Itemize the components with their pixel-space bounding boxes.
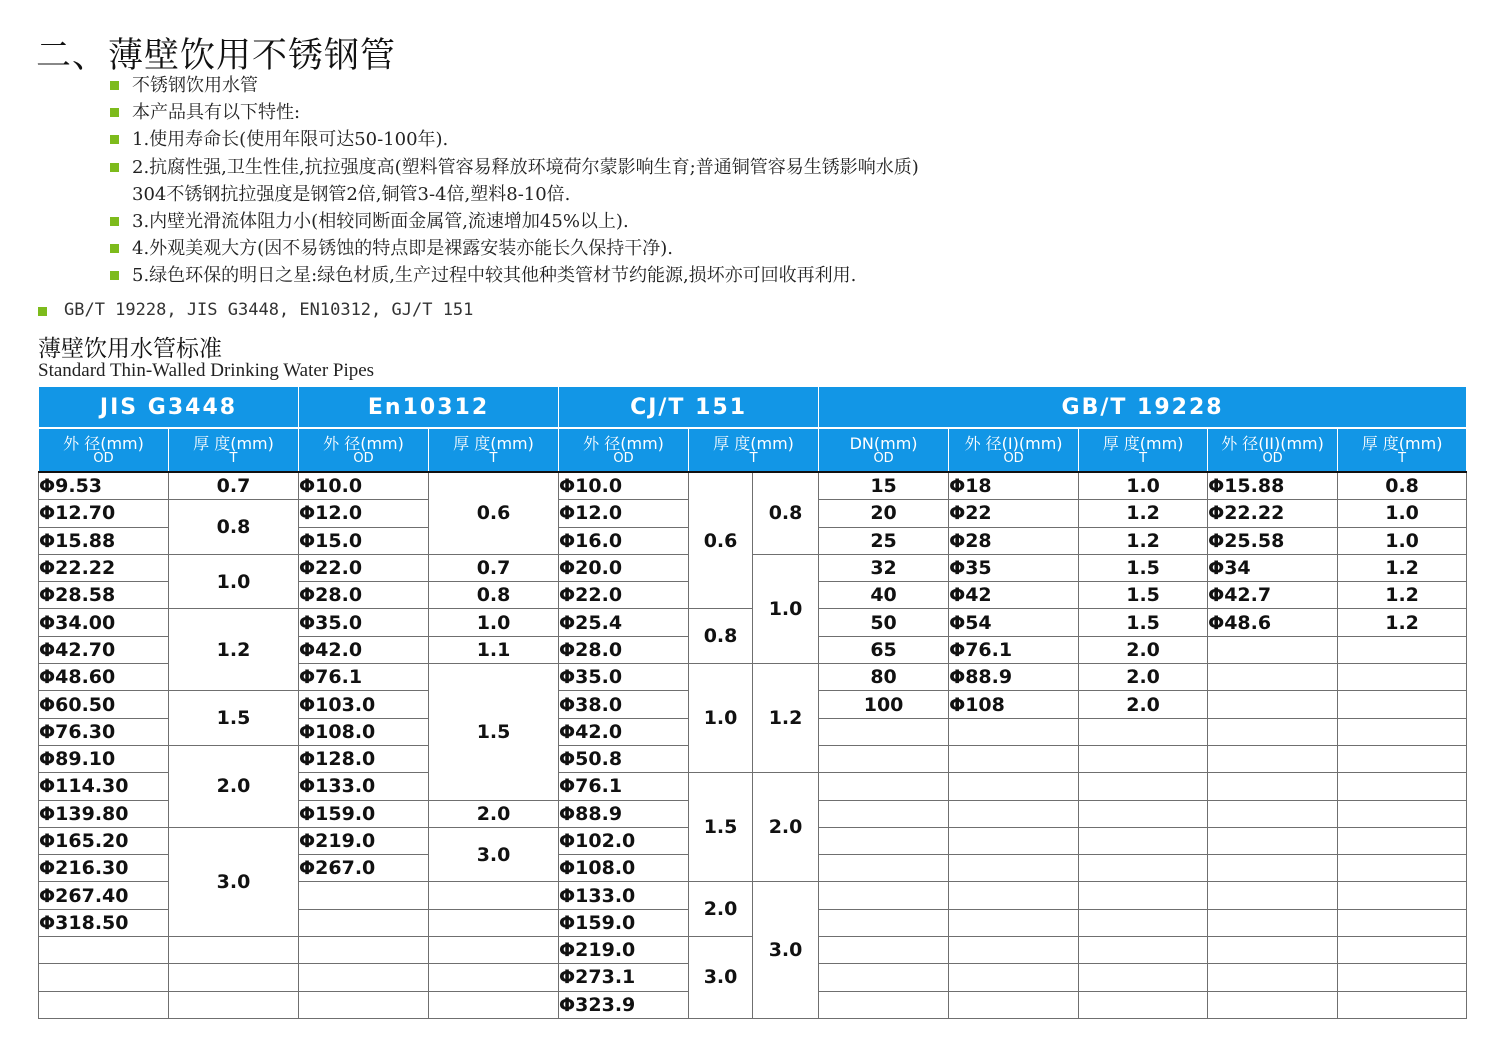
jis-od-cell: Φ216.30	[39, 855, 169, 882]
cj-od-cell: Φ159.0	[559, 909, 689, 936]
jis-od-cell: Φ76.30	[39, 718, 169, 745]
gb-od2-cell: Φ25.58	[1208, 527, 1338, 554]
cj-od-cell: Φ88.9	[559, 800, 689, 827]
gb-od2-empty-cell	[1208, 664, 1338, 691]
gb-dn-cell: 15	[819, 472, 949, 500]
en-od-cell: Φ42.0	[299, 636, 429, 663]
gb-dn-empty-cell	[819, 718, 949, 745]
gb-od1-empty-cell	[949, 827, 1079, 854]
en-t-empty-cell	[429, 991, 559, 1018]
cj-t2-cell: 1.2	[753, 664, 819, 773]
jis-od-cell: Φ15.88	[39, 527, 169, 554]
feature-item: 本产品具有以下特性:	[110, 99, 919, 126]
en-od-empty-cell	[299, 882, 429, 909]
cj-t1-cell: 0.8	[689, 609, 753, 664]
en-t-cell: 3.0	[429, 827, 559, 882]
cj-od-cell: Φ25.4	[559, 609, 689, 636]
gb-od1-cell: Φ22	[949, 500, 1079, 527]
gb-od1-empty-cell	[949, 718, 1079, 745]
jis-od-cell: Φ267.40	[39, 882, 169, 909]
feature-item: 不锈钢饮用水管	[110, 72, 919, 99]
en-od-cell: Φ267.0	[299, 855, 429, 882]
gb-t2-cell: 1.0	[1338, 500, 1467, 527]
standards-line: GB/T 19228, JIS G3448, EN10312, GJ/T 151	[38, 300, 473, 320]
jis-t-cell: 0.8	[169, 500, 299, 555]
gb-t2-empty-cell	[1338, 855, 1467, 882]
feature-continuation: 304不锈钢抗拉强度是钢管2倍,铜管3-4倍,塑料8-10倍.	[132, 183, 571, 205]
en-od-cell: Φ22.0	[299, 554, 429, 581]
gb-t1-empty-cell	[1079, 800, 1208, 827]
gb-dn-empty-cell	[819, 991, 949, 1018]
cj-od-cell: Φ22.0	[559, 582, 689, 609]
gb-t1-cell: 1.2	[1079, 527, 1208, 554]
jis-od-cell: Φ114.30	[39, 773, 169, 800]
gb-od1-empty-cell	[949, 855, 1079, 882]
jis-t-empty-cell	[169, 991, 299, 1018]
gb-od2-empty-cell	[1208, 827, 1338, 854]
cj-t1-cell: 1.0	[689, 664, 753, 773]
en-t-empty-cell	[429, 909, 559, 936]
group-header-jis: JIS G3448	[39, 387, 299, 429]
jis-od-cell: Φ89.10	[39, 745, 169, 772]
feature-item: 5.绿色环保的明日之星:绿色材质,生产过程中较其他种类管材节约能源,损坏亦可回收再利用.	[110, 262, 919, 289]
cj-t1-cell: 3.0	[689, 937, 753, 1019]
gb-t2-empty-cell	[1338, 964, 1467, 991]
jis-t-cell: 1.2	[169, 609, 299, 691]
gb-od2-empty-cell	[1208, 855, 1338, 882]
column-header-t: 厚 度(mm) T	[689, 428, 819, 472]
jis-t-cell: 2.0	[169, 745, 299, 827]
gb-od1-empty-cell	[949, 745, 1079, 772]
group-header-cj: CJ/T 151	[559, 387, 819, 429]
en-t-cell: 0.7	[429, 554, 559, 581]
table-title-en: Standard Thin-Walled Drinking Water Pipes	[38, 360, 375, 381]
cj-t2-cell: 0.8	[753, 472, 819, 554]
gb-dn-cell: 20	[819, 500, 949, 527]
feature-item: 3.内壁光滑流体阻力小(相较同断面金属管,流速增加45%以上).	[110, 208, 919, 235]
gb-od1-empty-cell	[949, 991, 1079, 1018]
bullet-square-icon	[110, 81, 119, 90]
gb-t1-empty-cell	[1079, 991, 1208, 1018]
gb-t2-cell: 0.8	[1338, 472, 1467, 500]
gb-t1-empty-cell	[1079, 718, 1208, 745]
cj-od-cell: Φ273.1	[559, 964, 689, 991]
column-header-t: 厚 度(mm) T	[429, 428, 559, 472]
jis-od-cell: Φ22.22	[39, 554, 169, 581]
gb-t2-empty-cell	[1338, 800, 1467, 827]
jis-t-cell: 1.0	[169, 554, 299, 609]
gb-t1-cell: 1.5	[1079, 582, 1208, 609]
gb-od1-cell: Φ54	[949, 609, 1079, 636]
cj-t2-cell: 3.0	[753, 882, 819, 1018]
jis-od-empty-cell	[39, 964, 169, 991]
bullet-square-icon	[110, 163, 119, 172]
gb-t1-empty-cell	[1079, 773, 1208, 800]
column-header-t: 厚 度(mm) T	[169, 428, 299, 472]
jis-t-cell: 3.0	[169, 827, 299, 936]
gb-od2-empty-cell	[1208, 636, 1338, 663]
jis-od-cell: Φ60.50	[39, 691, 169, 718]
en-od-cell: Φ12.0	[299, 500, 429, 527]
table-body	[39, 472, 1467, 1018]
jis-t-empty-cell	[169, 964, 299, 991]
gb-dn-cell: 65	[819, 636, 949, 663]
gb-t2-empty-cell	[1338, 991, 1467, 1018]
en-od-cell: Φ133.0	[299, 773, 429, 800]
gb-dn-cell: 50	[819, 609, 949, 636]
gb-dn-empty-cell	[819, 909, 949, 936]
gb-t2-empty-cell	[1338, 718, 1467, 745]
gb-od2-empty-cell	[1208, 909, 1338, 936]
jis-od-cell: Φ139.80	[39, 800, 169, 827]
gb-t1-cell: 1.5	[1079, 609, 1208, 636]
cj-od-cell: Φ20.0	[559, 554, 689, 581]
gb-dn-empty-cell	[819, 827, 949, 854]
gb-od1-cell: Φ35	[949, 554, 1079, 581]
cj-od-cell: Φ102.0	[559, 827, 689, 854]
gb-od1-cell: Φ18	[949, 472, 1079, 500]
gb-t1-cell: 2.0	[1079, 664, 1208, 691]
jis-od-cell: Φ34.00	[39, 609, 169, 636]
gb-dn-empty-cell	[819, 964, 949, 991]
gb-t2-empty-cell	[1338, 882, 1467, 909]
gb-dn-empty-cell	[819, 745, 949, 772]
en-od-cell: Φ76.1	[299, 664, 429, 691]
gb-t1-empty-cell	[1079, 964, 1208, 991]
gb-t2-empty-cell	[1338, 664, 1467, 691]
gb-dn-cell: 80	[819, 664, 949, 691]
jis-od-cell: Φ12.70	[39, 500, 169, 527]
en-od-cell: Φ10.0	[299, 472, 429, 500]
cj-od-cell: Φ35.0	[559, 664, 689, 691]
en-t-cell: 1.5	[429, 664, 559, 800]
gb-t1-cell: 2.0	[1079, 691, 1208, 718]
column-header-od: 外 径(mm) OD	[39, 428, 169, 472]
gb-od1-empty-cell	[949, 964, 1079, 991]
gb-t1-empty-cell	[1079, 855, 1208, 882]
bullet-square-icon	[110, 244, 119, 253]
gb-dn-empty-cell	[819, 937, 949, 964]
gb-t1-cell: 2.0	[1079, 636, 1208, 663]
gb-od2-cell: Φ48.6	[1208, 609, 1338, 636]
gb-od1-empty-cell	[949, 937, 1079, 964]
en-t-empty-cell	[429, 964, 559, 991]
gb-t2-empty-cell	[1338, 745, 1467, 772]
gb-od2-empty-cell	[1208, 964, 1338, 991]
en-t-cell: 0.6	[429, 472, 559, 554]
gb-od2-empty-cell	[1208, 800, 1338, 827]
gb-dn-cell: 32	[819, 554, 949, 581]
cj-od-cell: Φ28.0	[559, 636, 689, 663]
gb-od1-empty-cell	[949, 773, 1079, 800]
jis-t-empty-cell	[169, 937, 299, 964]
cj-od-cell: Φ12.0	[559, 500, 689, 527]
feature-list	[110, 72, 919, 290]
table-column-header-row	[39, 428, 1467, 472]
column-header-t: 厚 度(mm) T	[1338, 428, 1467, 472]
en-t-empty-cell	[429, 882, 559, 909]
jis-od-cell: Φ318.50	[39, 909, 169, 936]
cj-od-cell: Φ108.0	[559, 855, 689, 882]
en-od-cell: Φ219.0	[299, 827, 429, 854]
gb-od2-empty-cell	[1208, 691, 1338, 718]
gb-od2-cell: Φ34	[1208, 554, 1338, 581]
cj-t2-cell: 1.0	[753, 554, 819, 663]
en-od-empty-cell	[299, 964, 429, 991]
gb-t2-empty-cell	[1338, 636, 1467, 663]
cj-od-cell: Φ219.0	[559, 937, 689, 964]
jis-od-cell: Φ48.60	[39, 664, 169, 691]
table-row	[39, 472, 1467, 500]
gb-od2-cell: Φ22.22	[1208, 500, 1338, 527]
bullet-square-icon	[110, 135, 119, 144]
column-header-dn: DN(mm) OD	[819, 428, 949, 472]
table-title-cn: 薄壁饮用水管标准	[38, 336, 222, 362]
en-t-cell: 1.1	[429, 636, 559, 663]
feature-item: 2.抗腐性强,卫生性佳,抗拉强度高(塑料管容易释放环境荷尔蒙影响生育;普通铜管容易生锈影响水质) 304不锈钢抗拉强度是钢管2倍,铜管3-4倍,塑料8-10倍.	[110, 154, 919, 208]
feature-item: 4.外观美观大方(因不易锈蚀的特点即是裸露安装亦能长久保持干净).	[110, 235, 919, 262]
gb-od2-empty-cell	[1208, 882, 1338, 909]
gb-dn-empty-cell	[819, 800, 949, 827]
bullet-square-icon	[110, 108, 119, 117]
table-group-header-row	[39, 387, 1467, 429]
gb-t1-empty-cell	[1079, 937, 1208, 964]
cj-t1-cell: 2.0	[689, 882, 753, 937]
gb-t1-empty-cell	[1079, 882, 1208, 909]
en-od-cell: Φ159.0	[299, 800, 429, 827]
gb-t1-empty-cell	[1079, 827, 1208, 854]
cj-od-cell: Φ16.0	[559, 527, 689, 554]
en-od-empty-cell	[299, 991, 429, 1018]
column-header-od2: 外 径(II)(mm) OD	[1208, 428, 1338, 472]
en-od-cell: Φ128.0	[299, 745, 429, 772]
gb-od2-empty-cell	[1208, 937, 1338, 964]
jis-od-cell: Φ42.70	[39, 636, 169, 663]
gb-dn-cell: 25	[819, 527, 949, 554]
page-title: 二、薄壁饮用不锈钢管	[36, 36, 397, 76]
gb-od1-empty-cell	[949, 800, 1079, 827]
gb-dn-empty-cell	[819, 882, 949, 909]
gb-dn-empty-cell	[819, 855, 949, 882]
en-t-cell: 1.0	[429, 609, 559, 636]
bullet-square-icon	[38, 307, 47, 316]
cj-od-cell: Φ42.0	[559, 718, 689, 745]
en-od-cell: Φ15.0	[299, 527, 429, 554]
gb-od2-empty-cell	[1208, 745, 1338, 772]
gb-t2-empty-cell	[1338, 937, 1467, 964]
jis-od-cell: Φ28.58	[39, 582, 169, 609]
column-header-od: 外 径(mm) OD	[559, 428, 689, 472]
gb-dn-cell: 100	[819, 691, 949, 718]
cj-t1-cell: 1.5	[689, 773, 753, 882]
bullet-square-icon	[110, 217, 119, 226]
group-header-gb: GB/T 19228	[819, 387, 1467, 429]
en-od-cell: Φ28.0	[299, 582, 429, 609]
gb-od1-cell: Φ108	[949, 691, 1079, 718]
column-header-od: 外 径(mm) OD	[299, 428, 429, 472]
column-header-od1: 外 径(I)(mm) OD	[949, 428, 1079, 472]
en-od-cell: Φ108.0	[299, 718, 429, 745]
cj-od-cell: Φ323.9	[559, 991, 689, 1018]
gb-t2-cell: 1.2	[1338, 582, 1467, 609]
gb-od1-empty-cell	[949, 909, 1079, 936]
gb-od2-empty-cell	[1208, 718, 1338, 745]
en-t-cell: 0.8	[429, 582, 559, 609]
jis-od-cell: Φ9.53	[39, 472, 169, 500]
gb-t2-empty-cell	[1338, 827, 1467, 854]
gb-t2-empty-cell	[1338, 909, 1467, 936]
cj-od-cell: Φ10.0	[559, 472, 689, 500]
feature-item: 1.使用寿命长(使用年限可达50-100年).	[110, 126, 919, 153]
gb-od1-cell: Φ76.1	[949, 636, 1079, 663]
gb-od2-empty-cell	[1208, 991, 1338, 1018]
cj-od-cell: Φ76.1	[559, 773, 689, 800]
gb-od1-empty-cell	[949, 882, 1079, 909]
gb-t1-cell: 1.5	[1079, 554, 1208, 581]
gb-t1-empty-cell	[1079, 745, 1208, 772]
gb-dn-empty-cell	[819, 773, 949, 800]
group-header-en: En10312	[299, 387, 559, 429]
gb-t1-cell: 1.2	[1079, 500, 1208, 527]
gb-t2-cell: 1.2	[1338, 609, 1467, 636]
en-od-empty-cell	[299, 909, 429, 936]
bullet-square-icon	[110, 271, 119, 280]
en-od-cell: Φ103.0	[299, 691, 429, 718]
gb-t2-empty-cell	[1338, 773, 1467, 800]
gb-od2-cell: Φ15.88	[1208, 472, 1338, 500]
gb-t2-cell: 1.0	[1338, 527, 1467, 554]
cj-od-cell: Φ50.8	[559, 745, 689, 772]
cj-t1-cell: 0.6	[689, 472, 753, 609]
jis-t-cell: 1.5	[169, 691, 299, 746]
gb-od1-cell: Φ42	[949, 582, 1079, 609]
gb-t2-empty-cell	[1338, 691, 1467, 718]
gb-t1-cell: 1.0	[1079, 472, 1208, 500]
en-od-empty-cell	[299, 937, 429, 964]
gb-od2-cell: Φ42.7	[1208, 582, 1338, 609]
gb-od2-empty-cell	[1208, 773, 1338, 800]
column-header-t: 厚 度(mm) T	[1079, 428, 1208, 472]
table-row	[39, 554, 1467, 581]
cj-od-cell: Φ133.0	[559, 882, 689, 909]
jis-od-empty-cell	[39, 937, 169, 964]
en-t-empty-cell	[429, 937, 559, 964]
pipe-standards-table	[38, 386, 1467, 1019]
gb-od1-cell: Φ88.9	[949, 664, 1079, 691]
jis-t-cell: 0.7	[169, 472, 299, 500]
jis-od-empty-cell	[39, 991, 169, 1018]
cj-t2-cell: 2.0	[753, 773, 819, 882]
jis-od-cell: Φ165.20	[39, 827, 169, 854]
gb-dn-cell: 40	[819, 582, 949, 609]
gb-od1-cell: Φ28	[949, 527, 1079, 554]
en-t-cell: 2.0	[429, 800, 559, 827]
gb-t1-empty-cell	[1079, 909, 1208, 936]
gb-t2-cell: 1.2	[1338, 554, 1467, 581]
en-od-cell: Φ35.0	[299, 609, 429, 636]
cj-od-cell: Φ38.0	[559, 691, 689, 718]
